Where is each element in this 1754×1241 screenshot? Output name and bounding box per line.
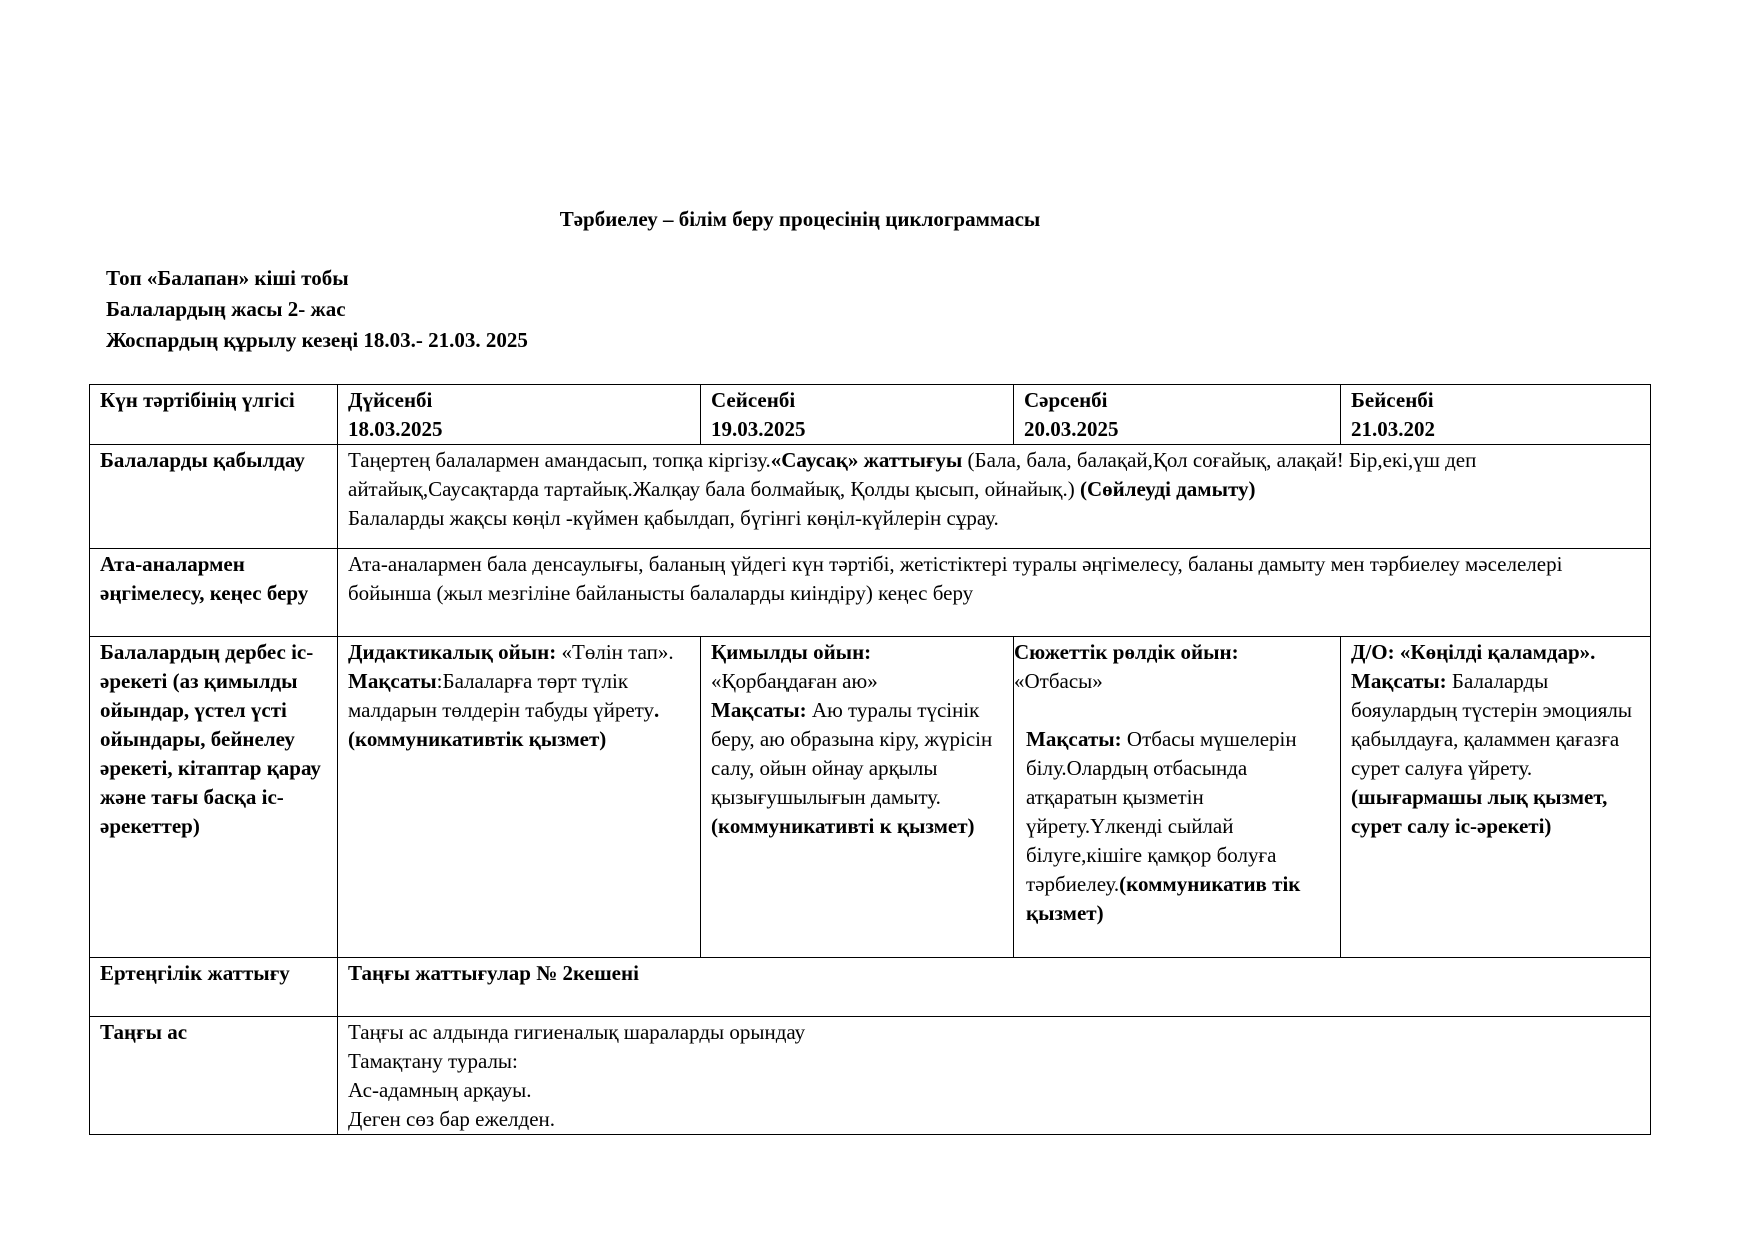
header-day-thursday: Бейсенбі 21.03.202 [1341,385,1651,445]
row-label-parents: Ата-аналармен әңгімелесу, кеңес беру [90,549,338,637]
table-row-parents [90,549,1651,637]
activity-thursday: Д/О: «Көңілді қаламдар». Мақсаты: Балаларды бояулардың түстерін эмоциялы қабылдауға, қаламмен қағазға сурет салуға үйрету. (шығармашы лық қызмет, сурет салу іс-әрекеті) [1341,637,1651,958]
group-line: Топ «Балапан» кіші тобы [106,266,349,290]
row-label-activity: Балалардың дербес іс-әрекеті (аз қимылды ойындар, үстел үсті ойындары, бейнелеу әрекеті, кітаптар қарау және тағы басқа іс-әрекеттер) [90,637,338,958]
document-title: Тәрбиелеу – білім беру процесінің циклограммасы [559,207,1041,231]
row-label-exercise: Ертеңгілік жаттығу [90,958,338,1017]
row-label-reception: Балаларды қабылдау [90,445,338,549]
parents-content: Ата-аналармен бала денсаулығы, баланың үйдегі күн тәртібі, жетістіктері туралы әңгімелесу, баланы дамыту мен тәрбиелеу мәселелері бойынша (жыл мезгіліне байланысты балаларды киіндіру) кеңес беру [338,549,1651,637]
reception-content: Таңертең балалармен амандасып, топқа кіргізу.«Саусақ» жаттығуы (Бала, бала, балақай,Қол соғайық, алақай! Бір,екі,үш деп айтайық,Саусақтарда тартайық.Жалқау бала болмайық, Қолды қысып, ойнайық.) (Сөйлеуді дамыту) Балаларды жақсы көңіл -күймен қабылдап, бүгінгі көңіл-күйлерін сұрау. [338,445,1651,549]
table-row-exercise [90,958,1651,1017]
table-row-reception [90,445,1651,549]
table-row-activity [90,637,1651,958]
breakfast-content: Таңғы ас алдында гигиеналық шараларды орындау Тамақтану туралы: Ас-адамның арқауы. Деген сөз бар ежелден. [338,1017,1651,1135]
activity-tuesday: Қимылды ойын: «Қорбаңдаған аю» Мақсаты: Аю туралы түсінік беру, аю образына кіру, жүрісін салу, ойын ойнау арқылы қызығушылығын дамыту.(коммуникативті к қызмет) [701,637,1014,958]
schedule-table [89,384,1651,1135]
activity-monday: Дидактикалық ойын: «Төлін тап». Мақсаты:Балаларға төрт түлік малдарын төлдерін табуды үйрету. (коммуникативтік қызмет) [338,637,701,958]
age-line: Балалардың жасы 2- жас [106,297,346,321]
header-routine-cell: Күн тәртібінің үлгісі [90,385,338,445]
activity-wednesday: Сюжеттік рөлдік ойын: «Отбасы» Мақсаты: Отбасы мүшелерін білу.Олардың отбасында атқаратын қызметін үйрету.Үлкенді сыйлай білуге,кішіге қамқор болуға тәрбиелеу.(коммуникатив тік қызмет) [1014,637,1341,958]
header-day-tuesday: Сейсенбі 19.03.2025 [701,385,1014,445]
table-row-breakfast [90,1017,1651,1135]
exercise-content: Таңғы жаттығулар № 2кешені [338,958,1651,1017]
header-day-wednesday: Сәрсенбі 20.03.2025 [1014,385,1341,445]
period-line: Жоспардың құрылу кезеңі 18.03.- 21.03. 2025 [106,328,528,352]
header-day-monday: Дүйсенбі 18.03.2025 [338,385,701,445]
plan-meta [106,263,528,356]
row-label-breakfast: Таңғы ас [90,1017,338,1135]
table-header-row [90,385,1651,445]
